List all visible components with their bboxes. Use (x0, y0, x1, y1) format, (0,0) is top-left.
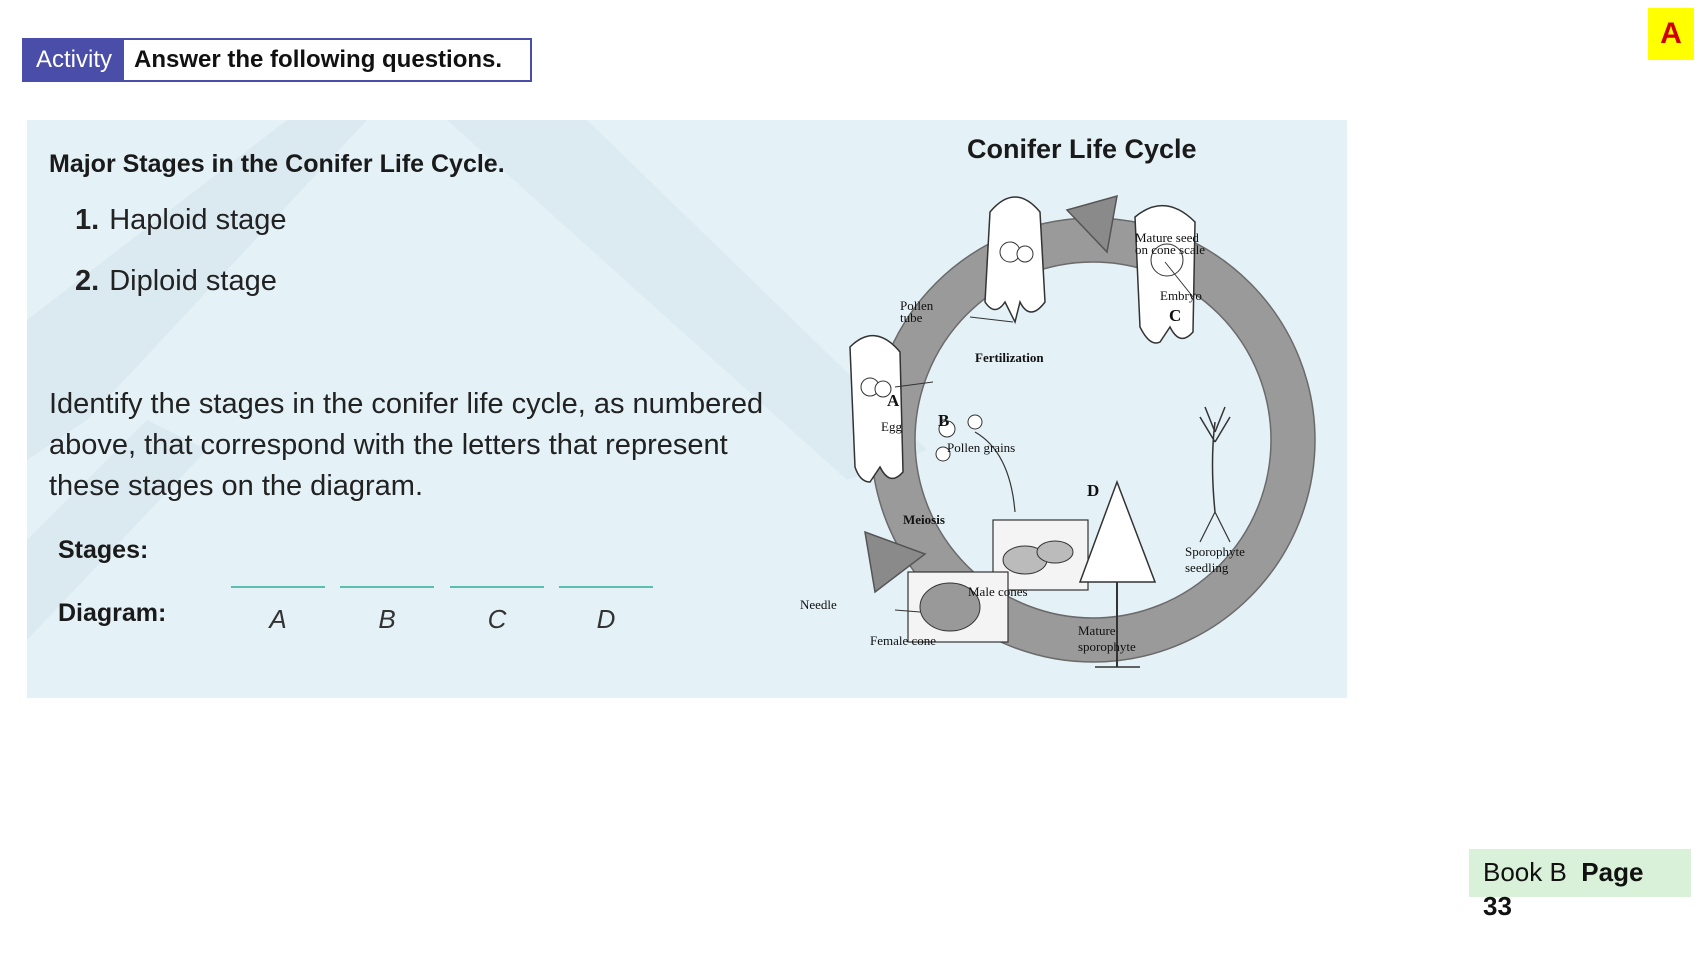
diagram-letter-b: B (378, 604, 396, 634)
page-word: Page (1581, 857, 1644, 887)
label-pollen: Pollen (900, 298, 934, 313)
label-a: A (887, 391, 900, 410)
label-meiosis: Meiosis (903, 512, 945, 527)
diagram-title: Conifer Life Cycle (967, 134, 1197, 164)
label-tube: tube (900, 310, 923, 325)
diagram-letter-d: D (596, 604, 616, 634)
page-number: 33 (1483, 891, 1512, 921)
activity-instruction: Answer the following questions. (134, 46, 503, 73)
conifer-life-cycle-diagram (800, 182, 1365, 692)
answer-blank-d[interactable] (559, 586, 653, 588)
answer-blank-c[interactable] (450, 586, 544, 588)
label-seedling: seedling (1185, 560, 1229, 575)
label-female-cone: Female cone (870, 633, 937, 648)
label-pollen-grains: Pollen grains (947, 440, 1016, 455)
activity-header (22, 38, 532, 82)
label-embryo: Embryo (1160, 288, 1202, 303)
stage-label: Haploid stage (109, 204, 287, 236)
answer-blank-b[interactable] (340, 586, 434, 588)
label-mature-seed: Mature seed (1135, 230, 1199, 245)
stage-number: 2. (75, 265, 100, 297)
sporophyte-seedling-icon (1200, 407, 1230, 542)
label-needle: Needle (800, 597, 837, 612)
book-page-reference (1469, 849, 1691, 921)
label-d: D (1087, 481, 1100, 500)
label-mature: Mature (1078, 623, 1116, 638)
activity-tag: Activity (24, 40, 124, 80)
instructions-text: Identify the stages in the conifer life cycle, as numbered above, that correspond with the letters that represent these stages on the diagram. (49, 388, 764, 502)
book-label: Book B (1483, 857, 1567, 887)
mature-seed-icon (1135, 206, 1195, 343)
stage-number: 1. (75, 204, 100, 236)
diagram-letter-a: A (269, 604, 287, 634)
female-cone-icon (908, 572, 1008, 642)
stages-row-label: Stages: (58, 536, 149, 564)
label-on-cone-scale: on cone scale (1135, 242, 1206, 257)
answer-blank-a[interactable] (231, 586, 325, 588)
label-fertilization: Fertilization (975, 350, 1044, 365)
diagram-letter-c: C (487, 604, 507, 634)
diagram-row-label: Diagram: (58, 599, 167, 627)
worksheet-panel (27, 120, 1347, 698)
label-sporophyte-mature: sporophyte (1078, 639, 1136, 654)
label-b: B (938, 411, 950, 430)
label-c: C (1169, 306, 1182, 325)
corner-badge: A (1648, 8, 1694, 60)
stage-item-2 (75, 265, 277, 298)
fertilization-seed-icon (985, 197, 1045, 322)
label-male-cones: Male cones (968, 584, 1028, 599)
worksheet-heading: Major Stages in the Conifer Life Cycle. (49, 150, 505, 178)
stage-label: Diploid stage (109, 265, 277, 297)
label-egg: Egg (881, 419, 902, 434)
stage-item-1 (75, 204, 287, 237)
label-sporophyte: Sporophyte (1185, 544, 1245, 559)
